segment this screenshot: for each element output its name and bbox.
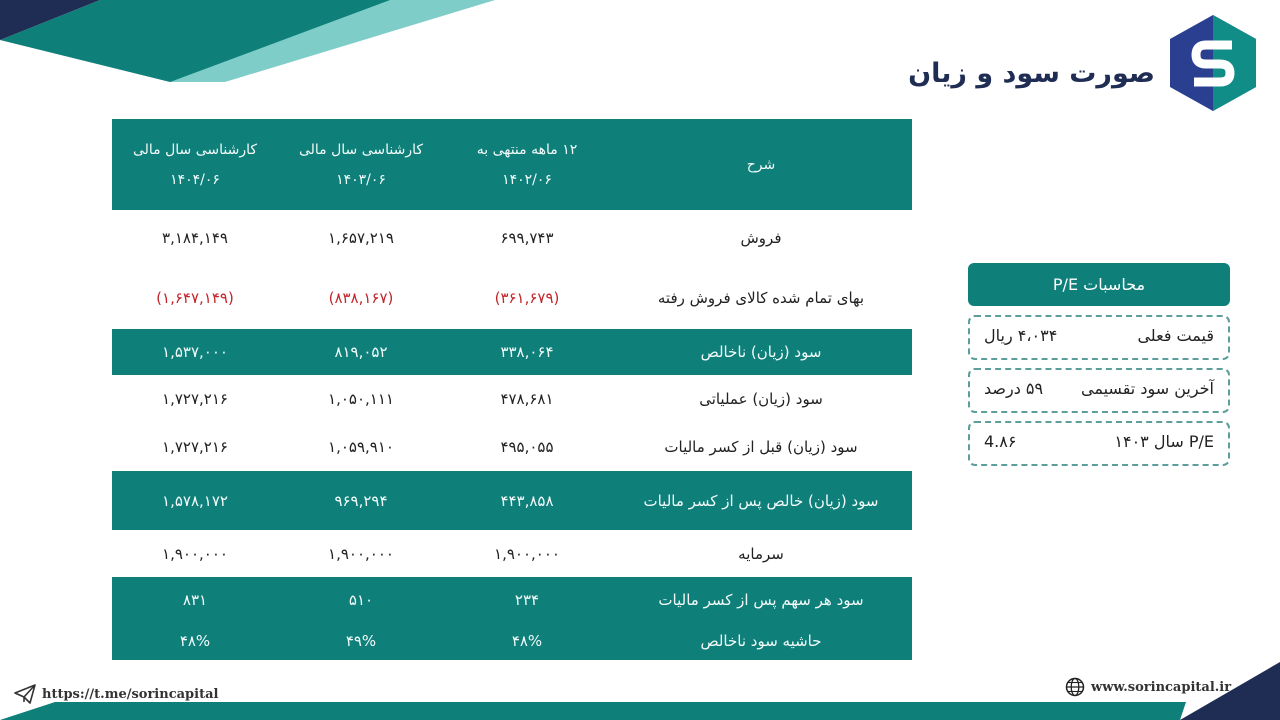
header-description: شرح	[610, 119, 912, 210]
row-value-col-2: ۱,۰۵۹,۹۱۰	[328, 438, 394, 456]
row-value-col-1: ۴۷۸,۶۸۱	[500, 390, 554, 408]
row-value-col-3: ۱,۵۷۸,۱۷۲	[112, 471, 278, 530]
table-row	[112, 471, 912, 530]
globe-icon	[1065, 677, 1085, 697]
table-row	[112, 577, 912, 622]
header-col-3	[112, 119, 278, 210]
table-row	[112, 210, 912, 266]
pe-item-value: ۵۹ درصد	[984, 379, 1044, 398]
row-label: سرمایه	[738, 544, 784, 563]
header-col-1	[444, 119, 610, 210]
table-row	[112, 266, 912, 329]
header-col-1-line-2: ۱۴۰۲/۰۶	[502, 171, 552, 188]
row-value-col-2: ۵۱۰	[278, 577, 444, 622]
income-statement-table	[112, 119, 912, 660]
row-value-col-1: ۱,۹۰۰,۰۰۰	[494, 544, 560, 563]
row-value-col-3: ۱,۷۲۷,۲۱۶	[162, 438, 228, 456]
row-label: سود (زیان) عملیاتی	[699, 390, 823, 408]
row-value-col-1: (۳۶۱,۶۷۹)	[494, 288, 560, 307]
row-value-col-2: ۹۶۹,۲۹۴	[278, 471, 444, 530]
header-col-2-line-2: ۱۴۰۳/۰۶	[336, 171, 386, 188]
table-row	[112, 530, 912, 577]
row-label: فروش	[740, 229, 782, 247]
row-value-col-2: (۸۳۸,۱۶۷)	[328, 288, 394, 307]
table-row	[112, 622, 912, 660]
row-value-col-1: ۶۹۹,۷۴۳	[500, 229, 554, 247]
pe-item-label: قیمت فعلی	[1137, 326, 1214, 345]
header-col-2	[278, 119, 444, 210]
row-label: سود هر سهم پس از کسر مالیات	[610, 577, 912, 622]
telegram-link[interactable]	[14, 684, 218, 704]
row-value-col-1: ۲۳۴	[444, 577, 610, 622]
sorin-logo	[1170, 15, 1256, 111]
row-value-col-1: ۳۳۸,۰۶۴	[444, 329, 610, 375]
pe-item-label: آخرین سود تقسیمی	[1081, 379, 1214, 398]
header-col-2-line-1: کارشناسی سال مالی	[298, 141, 424, 158]
row-value-col-3: ۳,۱۸۴,۱۴۹	[162, 229, 228, 247]
row-value-col-3: ۸۳۱	[112, 577, 278, 622]
row-value-col-2: ۱,۹۰۰,۰۰۰	[328, 544, 394, 563]
pe-item-value: ۴،۰۳۴ ریال	[984, 326, 1058, 345]
header-col-3-line-2: ۱۴۰۴/۰۶	[170, 171, 220, 188]
pe-item-value: 4.۸۶	[984, 432, 1017, 451]
pe-item-last-dividend	[968, 368, 1230, 413]
telegram-url: https://t.me/sorincapital	[42, 686, 219, 702]
row-label: سود (زیان) قبل از کسر مالیات	[664, 438, 858, 456]
row-value-col-2: ۱,۰۵۰,۱۱۱	[328, 390, 394, 408]
pe-item-label: P/E سال ۱۴۰۳	[1114, 432, 1214, 451]
website-url: www.sorincapital.ir	[1091, 679, 1232, 695]
table-header-row	[112, 119, 912, 210]
page-title: صورت سود و زیان	[908, 58, 1155, 89]
table-row	[112, 423, 912, 471]
table-row	[112, 375, 912, 423]
row-value-col-3: ۱,۹۰۰,۰۰۰	[162, 544, 228, 563]
row-label: حاشیه سود ناخالص	[610, 622, 912, 660]
row-value-col-1: ۴۹۵,۰۵۵	[500, 438, 554, 456]
row-label: سود (زیان) خالص پس از کسر مالیات	[610, 471, 912, 530]
row-label: سود (زیان) ناخالص	[610, 329, 912, 375]
header-decoration	[0, 0, 520, 90]
row-value-col-1: ۴۸%	[444, 622, 610, 660]
pe-panel-title: محاسبات P/E	[968, 263, 1230, 306]
pe-item-current-price	[968, 315, 1230, 360]
row-value-col-2: ۴۹%	[278, 622, 444, 660]
table-row	[112, 329, 912, 375]
website-link[interactable]	[1065, 677, 1231, 697]
row-value-col-3: ۱,۵۳۷,۰۰۰	[112, 329, 278, 375]
row-value-col-3: ۱,۷۲۷,۲۱۶	[162, 390, 228, 408]
row-value-col-1: ۴۴۳,۸۵۸	[444, 471, 610, 530]
row-label: بهای تمام شده کالای فروش رفته	[657, 288, 865, 307]
header-col-3-line-1: کارشناسی سال مالی	[132, 141, 258, 158]
pe-item-pe-ratio	[968, 421, 1230, 466]
telegram-icon	[14, 684, 36, 704]
header-col-1-line-1: ۱۲ ماهه منتهی به	[476, 141, 578, 158]
row-value-col-2: ۱,۶۵۷,۲۱۹	[328, 229, 394, 247]
row-value-col-2: ۸۱۹,۰۵۲	[278, 329, 444, 375]
row-value-col-3: (۱,۶۴۷,۱۴۹)	[156, 288, 234, 307]
row-value-col-3: ۴۸%	[112, 622, 278, 660]
